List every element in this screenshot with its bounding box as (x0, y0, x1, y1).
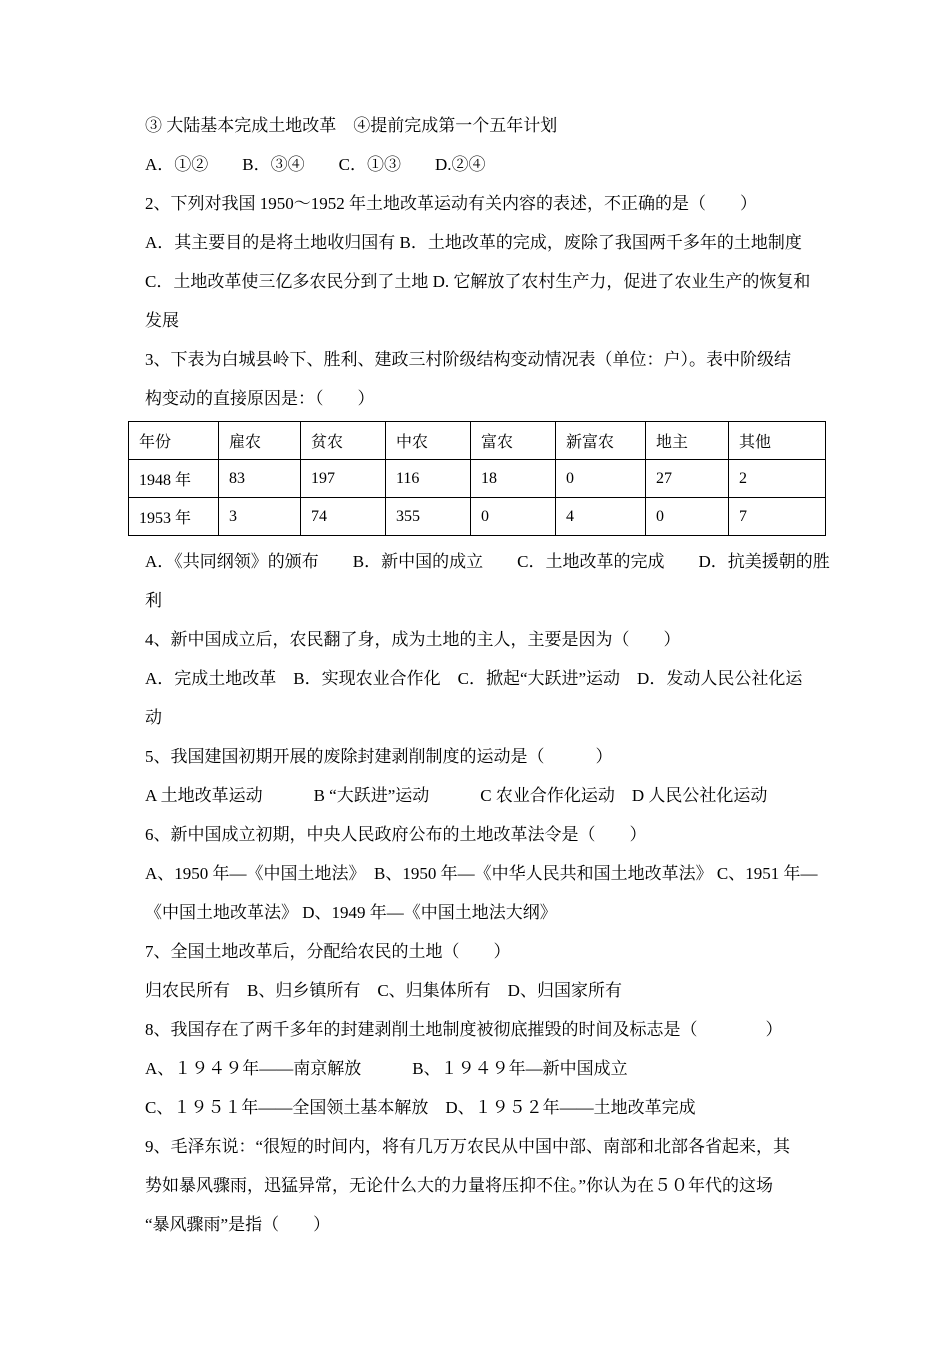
table-header-cell: 雇农 (219, 422, 301, 460)
text-line: A 土地改革运动 B “大跃进”运动 C 农业合作化运动 D 人民公社化运动 (145, 786, 768, 805)
text-line: C、１９５１年——全国领土基本解放 D、１９５２年——土地改革完成 (145, 1098, 696, 1117)
table-cell: 116 (386, 460, 471, 498)
table-cell: 7 (729, 498, 826, 536)
text-line: 5、我国建国初期开展的废除封建剥削制度的运动是（ ） (145, 747, 613, 766)
text-line: 发展 (145, 311, 179, 330)
table-cell: 3 (219, 498, 301, 536)
table-cell: 1948 年 (129, 460, 219, 498)
table-header-cell: 中农 (386, 422, 471, 460)
table-row (129, 460, 826, 498)
table-header-cell: 地主 (646, 422, 729, 460)
table-cell: 4 (556, 498, 646, 536)
table-header-row (129, 422, 826, 460)
text-line: 4、新中国成立后，农民翻了身，成为土地的主人，主要是因为（ ） (145, 630, 681, 649)
table-header-cell: 富农 (471, 422, 556, 460)
text-line: 8、我国存在了两千多年的封建剥削土地制度被彻底摧毁的时间及标志是（ ） (145, 1020, 783, 1039)
table-cell: 74 (301, 498, 386, 536)
text-line: 利 (145, 591, 162, 610)
table-cell: 18 (471, 460, 556, 498)
text-line: A、1950 年—《中国土地法》 B、1950 年—《中华人民共和国土地改革法》 C、1951 年— (145, 864, 818, 883)
text-line: A、１９４９年——南京解放 B、１９４９年—新中国成立 (145, 1059, 628, 1078)
text-line: 构变动的直接原因是：（ ） (145, 389, 375, 408)
table-row (129, 498, 826, 536)
table-header-cell: 年份 (129, 422, 219, 460)
table-cell: 0 (471, 498, 556, 536)
text-line: A．完成土地改革 B．实现农业合作化 C．掀起“大跃进”运动 D．发动人民公社化运 (145, 669, 803, 688)
table-cell: 83 (219, 460, 301, 498)
text-line: A．《共同纲领》的颁布 B．新中国的成立 C．土地改革的完成 D．抗美援朝的胜 (145, 552, 830, 571)
text-line: C．土地改革使三亿多农民分到了土地 D. 它解放了农村生产力，促进了农业生产的恢复和 (145, 272, 811, 291)
table-header-cell: 其他 (729, 422, 826, 460)
text-line: A．其主要目的是将土地收归国有 B．土地改革的完成，废除了我国两千多年的土地制度 (145, 233, 802, 252)
text-line: 归农民所有 B、归乡镇所有 C、归集体所有 D、归国家所有 (145, 981, 622, 1000)
text-line: ③ 大陆基本完成土地改革 ④提前完成第一个五年计划 (145, 116, 558, 135)
table-cell: 0 (556, 460, 646, 498)
text-line: 3、下表为白城县岭下、胜利、建政三村阶级结构变动情况表（单位：户）。表中阶级结 (145, 350, 791, 369)
table-header-cell: 贫农 (301, 422, 386, 460)
table-cell: 0 (646, 498, 729, 536)
table-cell: 1953 年 (129, 498, 219, 536)
question-text-block (145, 106, 830, 418)
text-line: 《中国土地改革法》 D、1949 年—《中国土地法大纲》 (145, 903, 557, 922)
table-cell: 2 (729, 460, 826, 498)
text-line: 势如暴风骤雨，迅猛异常，无论什么大的力量将压抑不住。”你认为在５０年代的这场 (145, 1176, 774, 1195)
text-line: 9、毛泽东说：“很短的时间内，将有几万万农民从中国中部、南部和北部各省起来，其 (145, 1137, 791, 1156)
table-cell: 197 (301, 460, 386, 498)
table-header-cell: 新富农 (556, 422, 646, 460)
table-cell: 27 (646, 460, 729, 498)
text-line: 7、全国土地改革后，分配给农民的土地（ ） (145, 942, 511, 961)
class-structure-table (128, 421, 826, 536)
question-text-block (145, 542, 830, 1244)
text-line: 6、新中国成立初期，中央人民政府公布的土地改革法令是（ ） (145, 825, 647, 844)
table-cell: 355 (386, 498, 471, 536)
text-line: 动 (145, 708, 162, 727)
text-line: A．①② B．③④ C．①③ D.②④ (145, 155, 486, 174)
text-line: 2、下列对我国 1950～1952 年土地改革运动有关内容的表述，不正确的是（ ） (145, 194, 757, 213)
text-line: “暴风骤雨”是指（ ） (145, 1215, 331, 1234)
